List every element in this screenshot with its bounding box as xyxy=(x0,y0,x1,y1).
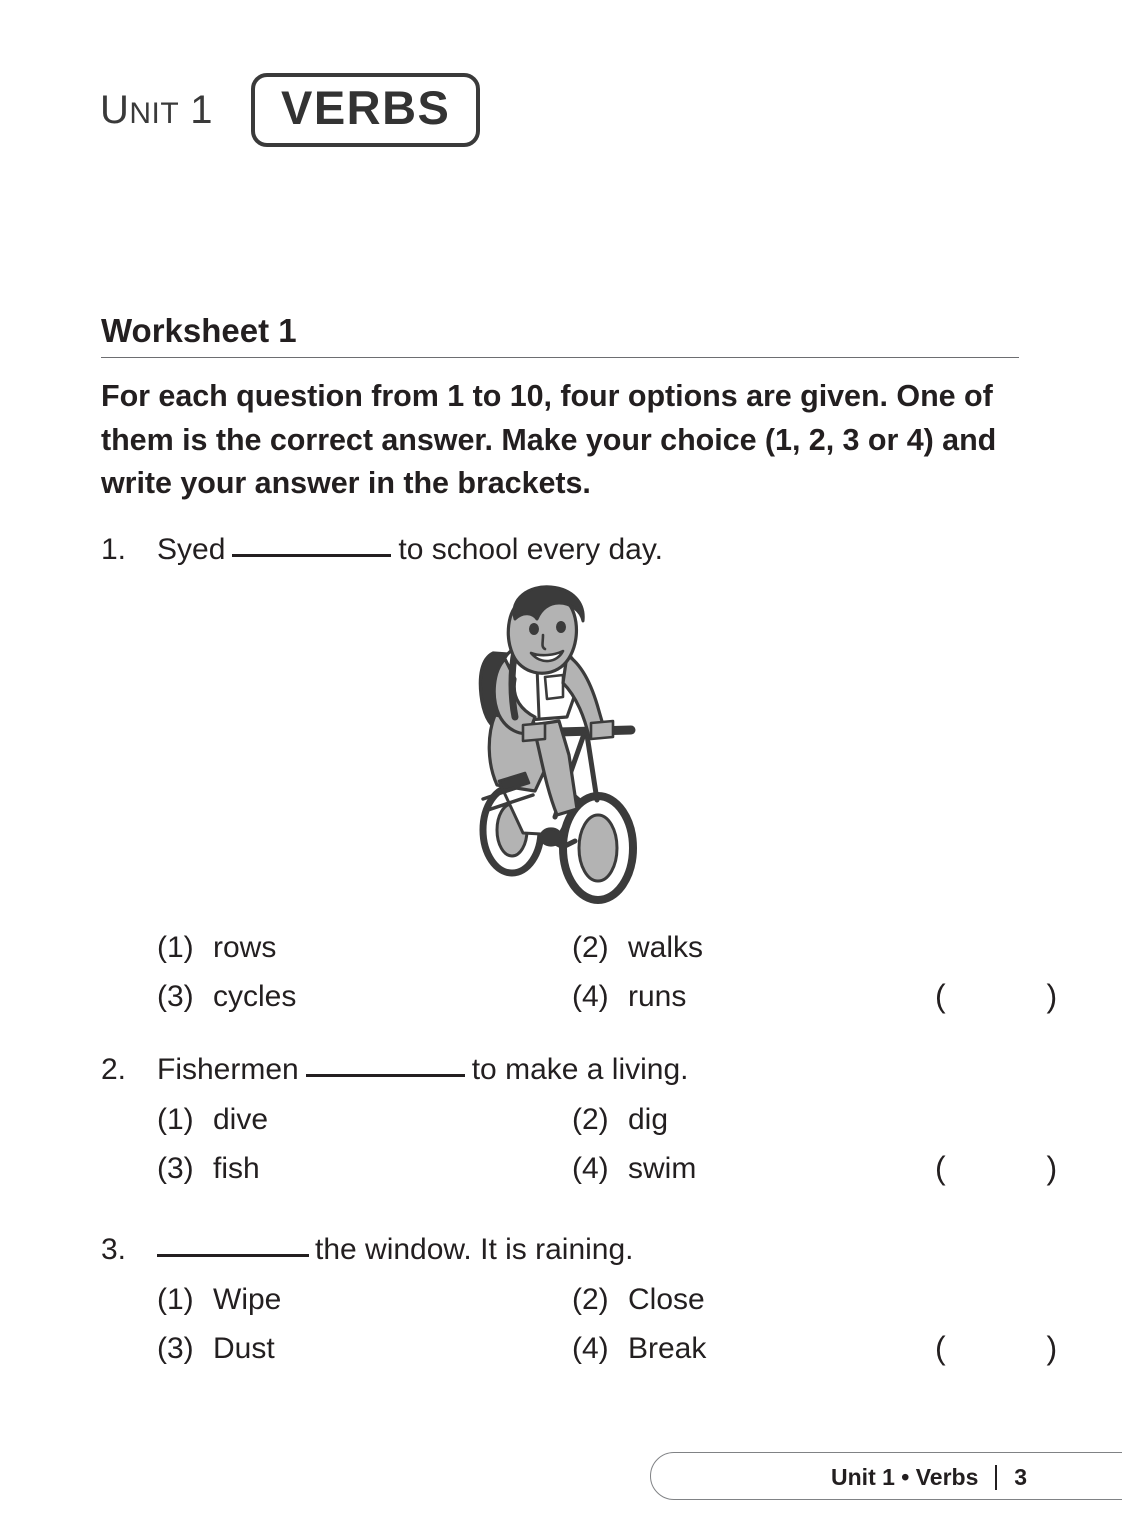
question-1-option-1[interactable]: (1) rows xyxy=(157,931,277,964)
question-2-blank[interactable] xyxy=(306,1074,465,1077)
footer-content xyxy=(831,1453,1027,1501)
unit-number: 1 xyxy=(190,88,213,132)
question-3-answer-brackets[interactable]: ( ) xyxy=(935,1329,1104,1366)
unit-prefix-small: NIT xyxy=(129,97,180,130)
question-2-stem-before: Fishermen xyxy=(157,1053,299,1086)
question-1-option-2[interactable]: (2) walks xyxy=(572,931,704,964)
question-3-blank[interactable] xyxy=(157,1254,309,1257)
worksheet-divider xyxy=(101,357,1019,358)
question-3-option-4[interactable]: (4) Break xyxy=(572,1331,707,1365)
question-1-stem-after: to school every day. xyxy=(398,533,663,566)
question-3-stem xyxy=(101,1231,1022,1269)
option-row xyxy=(101,1095,1022,1144)
question-2-option-3[interactable]: (3) fish xyxy=(157,1151,260,1185)
question-1-number: 1. xyxy=(101,533,127,566)
question-1-stem xyxy=(101,531,1022,569)
option-row xyxy=(101,1324,1104,1373)
question-1-option-3[interactable]: (3) cycles xyxy=(157,980,297,1013)
question-1-stem-before: Syed xyxy=(157,533,226,566)
question-2-stem xyxy=(101,1051,1022,1089)
option-row xyxy=(101,1144,1104,1193)
option-row xyxy=(101,923,1022,972)
footer-unit-label: Unit 1 • Verbs xyxy=(831,1463,979,1490)
question-3-option-3[interactable]: (3) Dust xyxy=(157,1331,275,1365)
worksheet-title: Worksheet 1 xyxy=(101,312,297,349)
question-2-stem-after: to make a living. xyxy=(471,1053,689,1086)
question-3-option-2[interactable]: (2) Close xyxy=(572,1282,705,1316)
question-3-option-1[interactable]: (1) Wipe xyxy=(157,1282,282,1316)
question-2-answer-brackets[interactable]: ( ) xyxy=(935,1149,1104,1186)
question-1 xyxy=(101,531,1022,569)
question-3-stem-after: the window. It is raining. xyxy=(315,1233,634,1266)
question-3-number: 3. xyxy=(101,1233,127,1266)
question-1-option-4[interactable]: (4) runs xyxy=(572,980,687,1013)
page-footer xyxy=(650,1452,1122,1500)
question-2-number: 2. xyxy=(101,1053,127,1086)
unit-prefix-big: U xyxy=(100,88,130,132)
topic-badge-label: VERBS xyxy=(280,81,451,135)
question-2-option-1[interactable]: (1) dive xyxy=(157,1102,269,1136)
footer-separator xyxy=(995,1465,997,1490)
unit-header xyxy=(100,72,480,148)
worksheet-instructions: For each question from 1 to 10, four options are given. One of them is the correct answer. Make your choice (1, 2, 3 or 4) and write your answer in the brackets. xyxy=(101,378,997,501)
option-row xyxy=(101,972,1104,1021)
option-row xyxy=(101,1275,1022,1324)
worksheet-block xyxy=(101,312,1019,506)
question-2 xyxy=(101,1051,1104,1193)
topic-badge xyxy=(251,73,480,146)
question-1-blank[interactable] xyxy=(232,554,391,557)
unit-label xyxy=(100,90,213,130)
footer-page-number: 3 xyxy=(1014,1463,1027,1490)
question-2-option-2[interactable]: (2) dig xyxy=(572,1102,669,1136)
question-2-option-4[interactable]: (4) swim xyxy=(572,1151,697,1185)
boy-cycling-illustration xyxy=(463,585,678,915)
question-1-answer-brackets[interactable]: ( ) xyxy=(935,978,1104,1014)
question-3 xyxy=(101,1231,1104,1373)
question-1-options xyxy=(101,917,1104,1021)
